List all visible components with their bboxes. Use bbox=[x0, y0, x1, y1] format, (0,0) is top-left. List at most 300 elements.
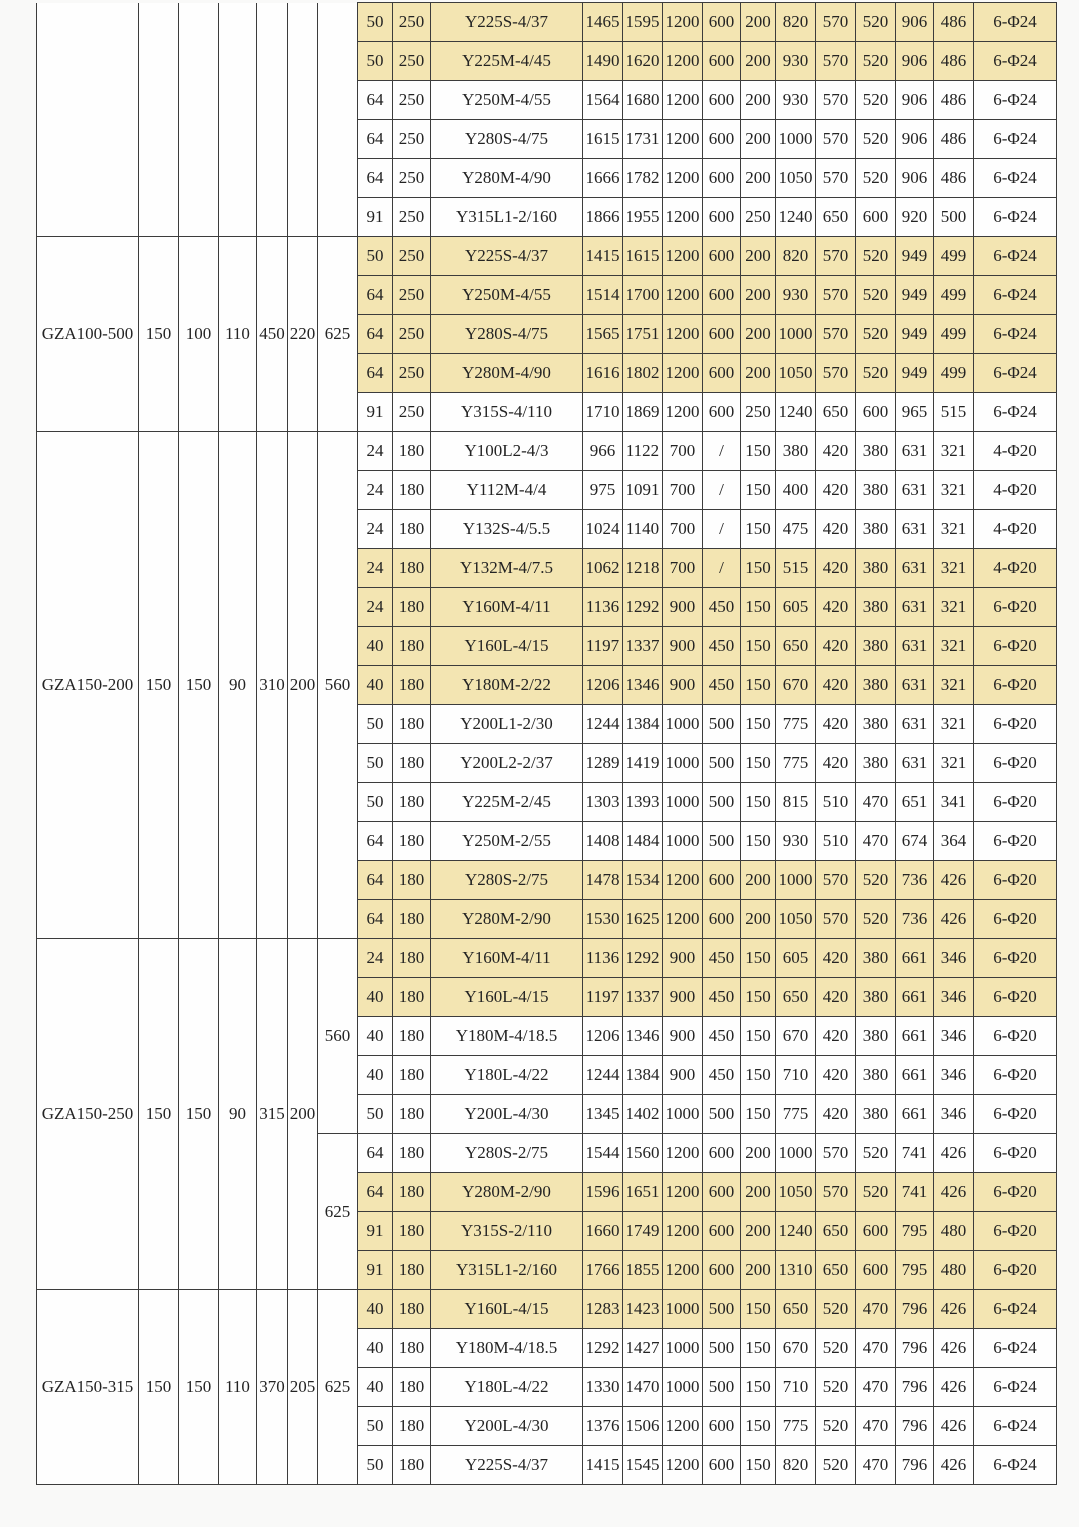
value-cell: 150 bbox=[741, 471, 776, 510]
value-cell: 1766 bbox=[583, 1251, 623, 1290]
value-cell: 1666 bbox=[583, 159, 623, 198]
value-cell: 321 bbox=[934, 432, 974, 471]
value-cell: 200 bbox=[741, 3, 776, 42]
motor-model-cell: Y250M-4/55 bbox=[431, 276, 583, 315]
value-cell: 930 bbox=[776, 822, 816, 861]
value-cell: 1710 bbox=[583, 393, 623, 432]
value-cell: 150 bbox=[741, 666, 776, 705]
value-cell: 1200 bbox=[663, 1251, 703, 1290]
value-cell: 470 bbox=[856, 1290, 896, 1329]
value-cell: 346 bbox=[934, 1095, 974, 1134]
pump-model-cell: GZA150-315 bbox=[37, 1290, 139, 1485]
value-cell: 1423 bbox=[623, 1290, 663, 1329]
value-cell: 380 bbox=[856, 627, 896, 666]
value-cell: 1200 bbox=[663, 120, 703, 159]
value-cell: 250 bbox=[393, 276, 431, 315]
value-cell: 775 bbox=[776, 1095, 816, 1134]
value-cell: 1200 bbox=[663, 1407, 703, 1446]
value-cell: 250 bbox=[741, 393, 776, 432]
value-cell: 450 bbox=[703, 1017, 741, 1056]
motor-model-cell: Y160M-4/11 bbox=[431, 939, 583, 978]
value-cell: 1283 bbox=[583, 1290, 623, 1329]
dim-cell: 205 bbox=[288, 1290, 318, 1485]
value-cell: 1651 bbox=[623, 1173, 663, 1212]
value-cell: 64 bbox=[358, 159, 393, 198]
value-cell: 470 bbox=[856, 1446, 896, 1485]
value-cell: 520 bbox=[816, 1368, 856, 1407]
value-cell: 1560 bbox=[623, 1134, 663, 1173]
value-cell: 380 bbox=[856, 432, 896, 471]
value-cell: 380 bbox=[856, 1056, 896, 1095]
value-cell: 1244 bbox=[583, 705, 623, 744]
value-cell: 321 bbox=[934, 588, 974, 627]
value-cell: 520 bbox=[856, 315, 896, 354]
value-cell: 1240 bbox=[776, 393, 816, 432]
value-cell: 570 bbox=[816, 42, 856, 81]
value-cell: 700 bbox=[663, 471, 703, 510]
value-cell: 321 bbox=[934, 471, 974, 510]
value-cell: 24 bbox=[358, 588, 393, 627]
value-cell: 600 bbox=[856, 1212, 896, 1251]
dim-cell: 150 bbox=[139, 432, 179, 939]
value-cell: 600 bbox=[703, 393, 741, 432]
value-cell: 600 bbox=[703, 315, 741, 354]
dim-cell bbox=[288, 3, 318, 237]
value-cell: 600 bbox=[703, 900, 741, 939]
anchor-bolt-cell: 6-Φ20 bbox=[974, 744, 1057, 783]
anchor-bolt-cell: 6-Φ20 bbox=[974, 1017, 1057, 1056]
anchor-bolt-cell: 6-Φ20 bbox=[974, 1251, 1057, 1290]
value-cell: 50 bbox=[358, 3, 393, 42]
value-cell: 24 bbox=[358, 549, 393, 588]
value-cell: 380 bbox=[856, 1095, 896, 1134]
value-cell: 741 bbox=[896, 1173, 934, 1212]
value-cell: 1565 bbox=[583, 315, 623, 354]
value-cell: 250 bbox=[393, 42, 431, 81]
value-cell: 420 bbox=[816, 1056, 856, 1095]
value-cell: 570 bbox=[816, 3, 856, 42]
value-cell: 631 bbox=[896, 510, 934, 549]
value-cell: 710 bbox=[776, 1056, 816, 1095]
pump-model-cell: GZA100-500 bbox=[37, 237, 139, 432]
motor-model-cell: Y132M-4/7.5 bbox=[431, 549, 583, 588]
value-cell: 600 bbox=[703, 354, 741, 393]
dim-cell: 315 bbox=[257, 939, 288, 1290]
value-cell: 520 bbox=[816, 1407, 856, 1446]
value-cell: 1200 bbox=[663, 315, 703, 354]
value-cell: 150 bbox=[741, 978, 776, 1017]
value-cell: 570 bbox=[816, 276, 856, 315]
value-cell: 50 bbox=[358, 744, 393, 783]
value-cell: 180 bbox=[393, 627, 431, 666]
value-cell: 180 bbox=[393, 1329, 431, 1368]
value-cell: 180 bbox=[393, 705, 431, 744]
value-cell: 975 bbox=[583, 471, 623, 510]
value-cell: 1596 bbox=[583, 1173, 623, 1212]
anchor-bolt-cell: 6-Φ24 bbox=[974, 81, 1057, 120]
dim-cell: 310 bbox=[257, 432, 288, 939]
value-cell: 341 bbox=[934, 783, 974, 822]
value-cell: 1197 bbox=[583, 978, 623, 1017]
value-cell: 1310 bbox=[776, 1251, 816, 1290]
table-body bbox=[37, 3, 1057, 1485]
motor-model-cell: Y280M-2/90 bbox=[431, 900, 583, 939]
motor-model-cell: Y132S-4/5.5 bbox=[431, 510, 583, 549]
value-cell: 1484 bbox=[623, 822, 663, 861]
value-cell: 1402 bbox=[623, 1095, 663, 1134]
pump-model-cell bbox=[37, 3, 139, 237]
value-cell: 200 bbox=[741, 861, 776, 900]
value-cell: 426 bbox=[934, 1134, 974, 1173]
dim-cell: 150 bbox=[139, 237, 179, 432]
value-cell: 500 bbox=[703, 744, 741, 783]
anchor-bolt-cell: 6-Φ20 bbox=[974, 978, 1057, 1017]
value-cell: 346 bbox=[934, 978, 974, 1017]
value-cell: 150 bbox=[741, 627, 776, 666]
value-cell: 150 bbox=[741, 783, 776, 822]
dim-cell: 200 bbox=[288, 432, 318, 939]
value-cell: 820 bbox=[776, 3, 816, 42]
value-cell: 736 bbox=[896, 861, 934, 900]
motor-model-cell: Y200L-4/30 bbox=[431, 1407, 583, 1446]
value-cell: 570 bbox=[816, 861, 856, 900]
value-cell: 180 bbox=[393, 1095, 431, 1134]
value-cell: 520 bbox=[816, 1290, 856, 1329]
value-cell: 1955 bbox=[623, 198, 663, 237]
value-cell: 480 bbox=[934, 1251, 974, 1290]
dim-cell: 560 bbox=[318, 939, 358, 1134]
value-cell: 1200 bbox=[663, 1446, 703, 1485]
value-cell: 1802 bbox=[623, 354, 663, 393]
value-cell: 650 bbox=[816, 1251, 856, 1290]
value-cell: 426 bbox=[934, 1329, 974, 1368]
value-cell: 486 bbox=[934, 159, 974, 198]
value-cell: 1470 bbox=[623, 1368, 663, 1407]
value-cell: 40 bbox=[358, 1368, 393, 1407]
value-cell: 1240 bbox=[776, 1212, 816, 1251]
value-cell: 150 bbox=[741, 1329, 776, 1368]
value-cell: 380 bbox=[856, 978, 896, 1017]
value-cell: 650 bbox=[816, 393, 856, 432]
value-cell: 1337 bbox=[623, 978, 663, 1017]
value-cell: 600 bbox=[703, 120, 741, 159]
value-cell: 661 bbox=[896, 978, 934, 1017]
value-cell: 1050 bbox=[776, 159, 816, 198]
anchor-bolt-cell: 6-Φ20 bbox=[974, 1173, 1057, 1212]
motor-model-cell: Y180L-4/22 bbox=[431, 1368, 583, 1407]
value-cell: 600 bbox=[703, 81, 741, 120]
value-cell: 906 bbox=[896, 42, 934, 81]
value-cell: 1136 bbox=[583, 588, 623, 627]
anchor-bolt-cell: 6-Φ24 bbox=[974, 42, 1057, 81]
value-cell: 420 bbox=[816, 549, 856, 588]
motor-model-cell: Y315S-4/110 bbox=[431, 393, 583, 432]
value-cell: 321 bbox=[934, 705, 974, 744]
value-cell: 380 bbox=[856, 744, 896, 783]
value-cell: 1000 bbox=[776, 861, 816, 900]
value-cell: 651 bbox=[896, 783, 934, 822]
value-cell: 250 bbox=[393, 237, 431, 276]
value-cell: 1564 bbox=[583, 81, 623, 120]
value-cell: 650 bbox=[816, 198, 856, 237]
value-cell: 321 bbox=[934, 549, 974, 588]
motor-model-cell: Y160M-4/11 bbox=[431, 588, 583, 627]
anchor-bolt-cell: 6-Φ20 bbox=[974, 666, 1057, 705]
value-cell: 321 bbox=[934, 627, 974, 666]
value-cell: 1534 bbox=[623, 861, 663, 900]
value-cell: 1000 bbox=[663, 705, 703, 744]
value-cell: 1200 bbox=[663, 393, 703, 432]
value-cell: 670 bbox=[776, 1017, 816, 1056]
value-cell: 486 bbox=[934, 42, 974, 81]
value-cell: 520 bbox=[856, 42, 896, 81]
value-cell: 180 bbox=[393, 1251, 431, 1290]
value-cell: 200 bbox=[741, 315, 776, 354]
value-cell: 796 bbox=[896, 1407, 934, 1446]
anchor-bolt-cell: 6-Φ24 bbox=[974, 159, 1057, 198]
value-cell: 50 bbox=[358, 1407, 393, 1446]
value-cell: 200 bbox=[741, 1251, 776, 1290]
value-cell: 50 bbox=[358, 1446, 393, 1485]
value-cell: 1200 bbox=[663, 81, 703, 120]
value-cell: 500 bbox=[934, 198, 974, 237]
value-cell: 1408 bbox=[583, 822, 623, 861]
value-cell: 600 bbox=[703, 1407, 741, 1446]
value-cell: 91 bbox=[358, 393, 393, 432]
value-cell: 600 bbox=[703, 276, 741, 315]
value-cell: 600 bbox=[703, 237, 741, 276]
dim-cell: 150 bbox=[139, 1290, 179, 1485]
value-cell: 380 bbox=[856, 666, 896, 705]
value-cell: 775 bbox=[776, 744, 816, 783]
value-cell: 180 bbox=[393, 1290, 431, 1329]
value-cell: 1731 bbox=[623, 120, 663, 159]
value-cell: 631 bbox=[896, 471, 934, 510]
anchor-bolt-cell: 6-Φ20 bbox=[974, 900, 1057, 939]
value-cell: 600 bbox=[703, 1251, 741, 1290]
value-cell: 906 bbox=[896, 159, 934, 198]
table-row bbox=[37, 432, 1057, 471]
value-cell: 661 bbox=[896, 1056, 934, 1095]
motor-model-cell: Y250M-4/55 bbox=[431, 81, 583, 120]
anchor-bolt-cell: 6-Φ20 bbox=[974, 1056, 1057, 1095]
value-cell: 450 bbox=[703, 666, 741, 705]
value-cell: 1751 bbox=[623, 315, 663, 354]
value-cell: 1200 bbox=[663, 276, 703, 315]
value-cell: 150 bbox=[741, 432, 776, 471]
value-cell: 1337 bbox=[623, 627, 663, 666]
value-cell: 50 bbox=[358, 705, 393, 744]
value-cell: 796 bbox=[896, 1329, 934, 1368]
value-cell: 1660 bbox=[583, 1212, 623, 1251]
value-cell: 600 bbox=[703, 861, 741, 900]
value-cell: 486 bbox=[934, 3, 974, 42]
value-cell: 670 bbox=[776, 666, 816, 705]
motor-model-cell: Y225S-4/37 bbox=[431, 3, 583, 42]
value-cell: 40 bbox=[358, 666, 393, 705]
value-cell: 900 bbox=[663, 627, 703, 666]
value-cell: 631 bbox=[896, 432, 934, 471]
value-cell: 420 bbox=[816, 978, 856, 1017]
value-cell: 500 bbox=[703, 1095, 741, 1134]
value-cell: 180 bbox=[393, 900, 431, 939]
value-cell: 1415 bbox=[583, 1446, 623, 1485]
anchor-bolt-cell: 6-Φ20 bbox=[974, 1134, 1057, 1173]
value-cell: 426 bbox=[934, 900, 974, 939]
value-cell: 64 bbox=[358, 354, 393, 393]
value-cell: 150 bbox=[741, 1056, 776, 1095]
value-cell: 24 bbox=[358, 471, 393, 510]
value-cell: 1478 bbox=[583, 861, 623, 900]
value-cell: 200 bbox=[741, 159, 776, 198]
value-cell: 380 bbox=[856, 549, 896, 588]
motor-model-cell: Y280M-4/90 bbox=[431, 354, 583, 393]
anchor-bolt-cell: 4-Φ20 bbox=[974, 549, 1057, 588]
value-cell: 1024 bbox=[583, 510, 623, 549]
anchor-bolt-cell: 6-Φ20 bbox=[974, 822, 1057, 861]
value-cell: 40 bbox=[358, 1017, 393, 1056]
value-cell: 250 bbox=[393, 81, 431, 120]
value-cell: 500 bbox=[703, 705, 741, 744]
value-cell: 600 bbox=[703, 42, 741, 81]
value-cell: 600 bbox=[856, 1251, 896, 1290]
value-cell: 1292 bbox=[623, 588, 663, 627]
value-cell: 486 bbox=[934, 81, 974, 120]
value-cell: 1855 bbox=[623, 1251, 663, 1290]
value-cell: 736 bbox=[896, 900, 934, 939]
value-cell: 820 bbox=[776, 1446, 816, 1485]
value-cell: 900 bbox=[663, 939, 703, 978]
value-cell: 661 bbox=[896, 1095, 934, 1134]
table-row bbox=[37, 237, 1057, 276]
value-cell: 150 bbox=[741, 822, 776, 861]
dim-cell bbox=[179, 3, 219, 237]
value-cell: 91 bbox=[358, 1212, 393, 1251]
value-cell: 1419 bbox=[623, 744, 663, 783]
anchor-bolt-cell: 6-Φ24 bbox=[974, 1446, 1057, 1485]
value-cell: 180 bbox=[393, 822, 431, 861]
motor-model-cell: Y200L1-2/30 bbox=[431, 705, 583, 744]
value-cell: 150 bbox=[741, 1407, 776, 1446]
anchor-bolt-cell: 4-Φ20 bbox=[974, 471, 1057, 510]
value-cell: 600 bbox=[703, 3, 741, 42]
value-cell: 380 bbox=[856, 939, 896, 978]
pump-spec-table bbox=[36, 2, 1057, 1485]
value-cell: 250 bbox=[741, 198, 776, 237]
value-cell: 426 bbox=[934, 1407, 974, 1446]
dim-cell bbox=[318, 3, 358, 237]
value-cell: 949 bbox=[896, 276, 934, 315]
anchor-bolt-cell: 6-Φ20 bbox=[974, 1095, 1057, 1134]
anchor-bolt-cell: 6-Φ24 bbox=[974, 1329, 1057, 1368]
value-cell: 64 bbox=[358, 900, 393, 939]
value-cell: 1200 bbox=[663, 3, 703, 42]
value-cell: 250 bbox=[393, 393, 431, 432]
value-cell: 1050 bbox=[776, 900, 816, 939]
value-cell: 605 bbox=[776, 939, 816, 978]
value-cell: 150 bbox=[741, 744, 776, 783]
value-cell: 1530 bbox=[583, 900, 623, 939]
value-cell: 200 bbox=[741, 1134, 776, 1173]
value-cell: 470 bbox=[856, 783, 896, 822]
value-cell: 24 bbox=[358, 510, 393, 549]
motor-model-cell: Y280S-4/75 bbox=[431, 315, 583, 354]
value-cell: 520 bbox=[856, 3, 896, 42]
value-cell: 150 bbox=[741, 705, 776, 744]
dim-cell: 150 bbox=[179, 432, 219, 939]
value-cell: 570 bbox=[816, 81, 856, 120]
value-cell: 1200 bbox=[663, 354, 703, 393]
value-cell: 1200 bbox=[663, 1134, 703, 1173]
value-cell: 930 bbox=[776, 276, 816, 315]
value-cell: 180 bbox=[393, 861, 431, 900]
motor-model-cell: Y160L-4/15 bbox=[431, 978, 583, 1017]
value-cell: 150 bbox=[741, 549, 776, 588]
value-cell: 631 bbox=[896, 744, 934, 783]
value-cell: 1625 bbox=[623, 900, 663, 939]
value-cell: 520 bbox=[856, 861, 896, 900]
value-cell: 500 bbox=[703, 1368, 741, 1407]
value-cell: 661 bbox=[896, 1017, 934, 1056]
value-cell: 380 bbox=[856, 510, 896, 549]
value-cell: 1140 bbox=[623, 510, 663, 549]
value-cell: 775 bbox=[776, 1407, 816, 1446]
value-cell: 500 bbox=[703, 1329, 741, 1368]
pump-model-cell: GZA150-200 bbox=[37, 432, 139, 939]
value-cell: 470 bbox=[856, 1368, 896, 1407]
table-wrapper bbox=[36, 2, 1057, 1485]
dim-cell bbox=[139, 3, 179, 237]
dim-cell: 150 bbox=[139, 939, 179, 1290]
value-cell: 930 bbox=[776, 42, 816, 81]
value-cell: 64 bbox=[358, 822, 393, 861]
value-cell: / bbox=[703, 471, 741, 510]
value-cell: 500 bbox=[703, 822, 741, 861]
value-cell: 1206 bbox=[583, 1017, 623, 1056]
value-cell: 1384 bbox=[623, 1056, 663, 1095]
anchor-bolt-cell: 6-Φ24 bbox=[974, 393, 1057, 432]
value-cell: 1384 bbox=[623, 705, 663, 744]
value-cell: 674 bbox=[896, 822, 934, 861]
anchor-bolt-cell: 6-Φ24 bbox=[974, 1407, 1057, 1446]
value-cell: 450 bbox=[703, 1056, 741, 1095]
value-cell: 380 bbox=[856, 705, 896, 744]
value-cell: 250 bbox=[393, 159, 431, 198]
anchor-bolt-cell: 6-Φ24 bbox=[974, 198, 1057, 237]
dim-cell: 110 bbox=[219, 1290, 257, 1485]
value-cell: 500 bbox=[703, 1290, 741, 1329]
value-cell: 1050 bbox=[776, 1173, 816, 1212]
value-cell: 1289 bbox=[583, 744, 623, 783]
value-cell: 1000 bbox=[663, 1368, 703, 1407]
value-cell: 420 bbox=[816, 471, 856, 510]
value-cell: 670 bbox=[776, 1329, 816, 1368]
motor-model-cell: Y180M-4/18.5 bbox=[431, 1017, 583, 1056]
value-cell: 1465 bbox=[583, 3, 623, 42]
value-cell: 1200 bbox=[663, 198, 703, 237]
value-cell: 1346 bbox=[623, 1017, 663, 1056]
motor-model-cell: Y200L2-2/37 bbox=[431, 744, 583, 783]
value-cell: 966 bbox=[583, 432, 623, 471]
value-cell: 700 bbox=[663, 549, 703, 588]
dim-cell: 90 bbox=[219, 939, 257, 1290]
value-cell: 631 bbox=[896, 705, 934, 744]
motor-model-cell: Y280M-4/90 bbox=[431, 159, 583, 198]
value-cell: 426 bbox=[934, 1446, 974, 1485]
value-cell: 650 bbox=[816, 1212, 856, 1251]
motor-model-cell: Y225M-4/45 bbox=[431, 42, 583, 81]
value-cell: 1000 bbox=[663, 822, 703, 861]
